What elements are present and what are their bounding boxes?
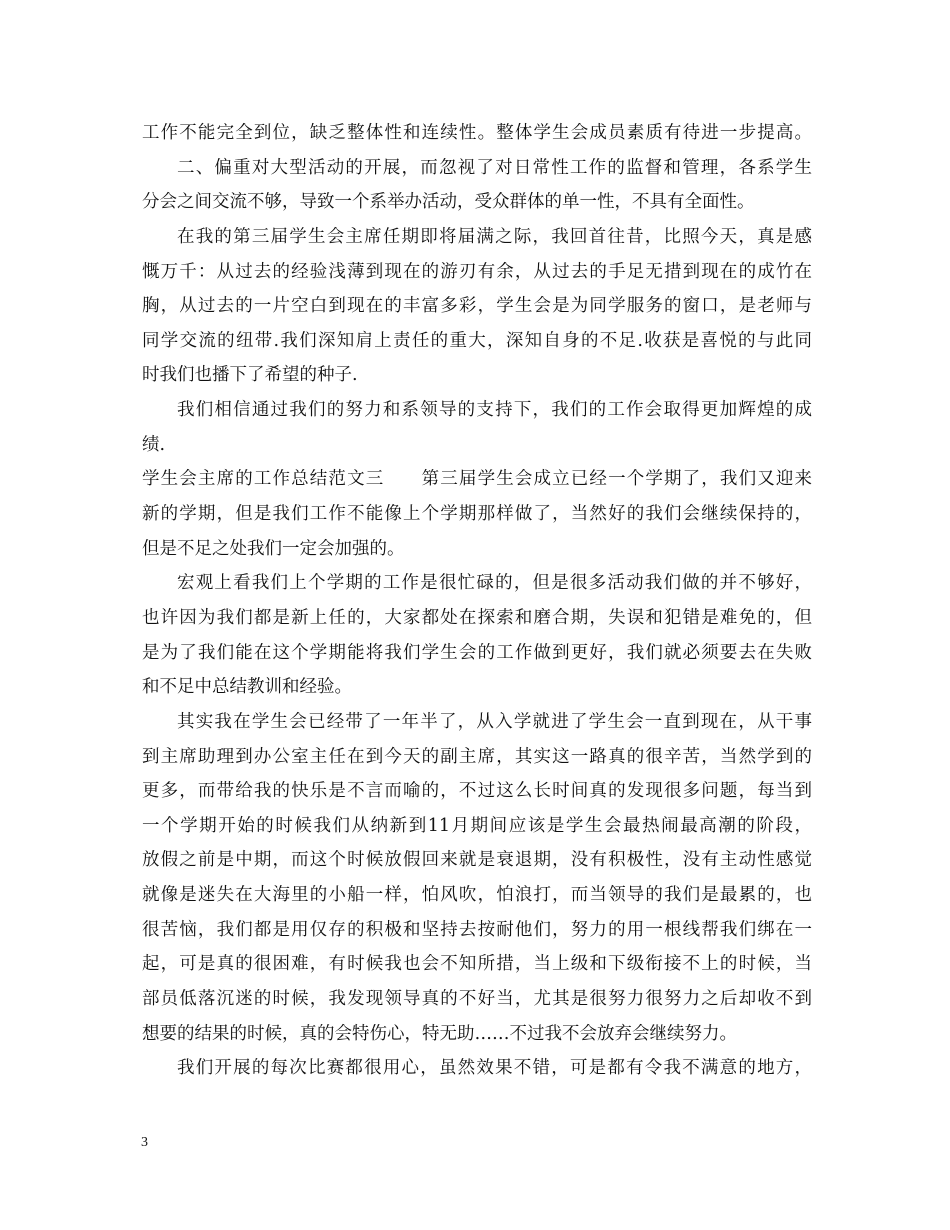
text-line: 但是不足之处我们一定会加强的。 xyxy=(142,538,405,559)
text-line: 一个学期开始的时候我们从纳新到11月期间应该是学生会最热闹最高潮的阶段， xyxy=(142,815,812,836)
text-line: 其实我在学生会已经带了一年半了，从入学就进了学生会一直到现在，从干事 xyxy=(177,711,812,732)
text-line: 我们开展的每次比赛都很用心，虽然效果不错，可是都有令我不满意的地方， xyxy=(177,1058,812,1079)
text-line: 想要的结果的时候，真的会特伤心，特无助……不过我不会放弃会继续努力。 xyxy=(142,1023,737,1044)
text-line: 慨万千：从过去的经验浅薄到现在的游刃有余，从过去的手足无措到现在的成竹在 xyxy=(142,261,812,282)
text-line: 同学交流的纽带.我们深知肩上责任的重大，深知自身的不足.收获是喜悦的与此同 xyxy=(142,330,812,351)
text-line: 起，可是真的很困难，有时候我也会不知所措，当上级和下级衔接不上的时候，当 xyxy=(142,954,812,975)
text-line: 也许因为我们都是新上任的，大家都处在探索和磨合期，失误和犯错是难免的，但 xyxy=(142,607,812,628)
page-number: 3 xyxy=(141,1135,148,1150)
text-line: 就像是迷失在大海里的小船一样，怕风吹，怕浪打，而当领导的我们是最累的，也 xyxy=(142,885,812,906)
text-line: 是为了我们能在这个学期能将我们学生会的工作做到更好，我们就必须要去在失败 xyxy=(142,642,812,663)
text-line: 时我们也播下了希望的种子. xyxy=(142,365,358,386)
text-line: 分会之间交流不够，导致一个系举办活动，受众群体的单一性，不具有全面性。 xyxy=(142,192,755,213)
text-line: 部员低落沉迷的时候，我发现领导真的不好当，尤其是很努力很努力之后却收不到 xyxy=(142,989,812,1010)
text-line: 我们相信通过我们的努力和系领导的支持下，我们的工作会取得更加辉煌的成 xyxy=(177,400,812,421)
text-line: 学生会主席的工作总结范文三 第三届学生会成立已经一个学期了，我们又迎来 xyxy=(142,469,812,490)
text-line: 到主席助理到办公室主任在到今天的副主席，其实这一路真的很辛苦，当然学到的 xyxy=(142,746,812,767)
text-line: 在我的第三届学生会主席任期即将届满之际，我回首往昔，比照今天，真是感 xyxy=(177,226,812,247)
text-line: 放假之前是中期，而这个时候放假回来就是衰退期，没有积极性，没有主动性感觉 xyxy=(142,850,812,871)
text-line: 工作不能完全到位，缺乏整体性和连续性。整体学生会成员素质有待进一步提高。 xyxy=(142,123,812,143)
text-line: 二、偏重对大型活动的开展，而忽视了对日常性工作的监督和管理，各系学生 xyxy=(177,157,812,178)
text-line: 很苦恼，我们都是用仅存的积极和坚持去按耐他们，努力的用一根线帮我们绑在一 xyxy=(142,919,812,940)
text-line: 和不足中总结教训和经验。 xyxy=(142,677,352,698)
text-line: 更多，而带给我的快乐是不言而喻的，不过这么长时间真的发现很多问题，每当到 xyxy=(142,781,812,802)
text-line: 绩. xyxy=(142,434,166,455)
text-line: 新的学期，但是我们工作不能像上个学期那样做了，当然好的我们会继续保持的， xyxy=(142,504,812,525)
text-line: 胸，从过去的一片空白到现在的丰富多彩，学生会是为同学服务的窗口，是老师与 xyxy=(142,296,812,317)
body-text xyxy=(142,116,812,1086)
text-line: 宏观上看我们上个学期的工作是很忙碌的，但是很多活动我们做的并不够好， xyxy=(177,573,812,594)
